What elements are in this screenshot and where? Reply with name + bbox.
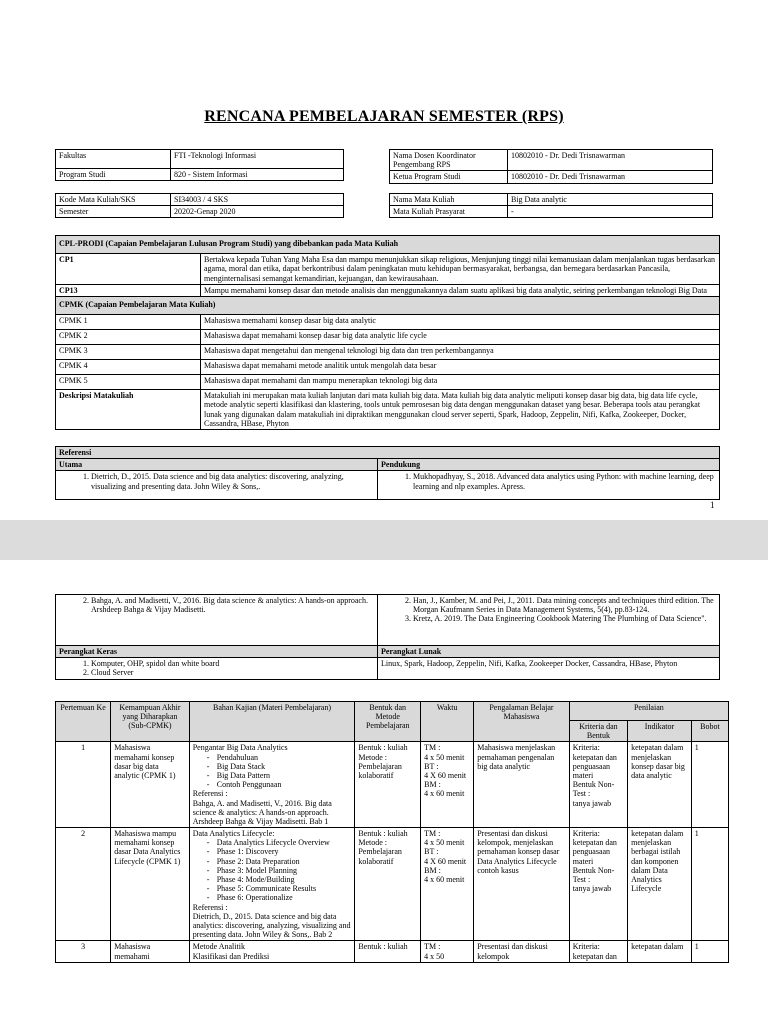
cpmk-text: Mahasiswa memahami konsep dasar big data analytic [201,315,720,330]
col-pengalaman: Pengalaman Belajar Mahasiswa [474,702,570,742]
materi-title: Data Analytics Lifecycle: [192,829,275,839]
sub-cpmk-cell: Mahasiswa memahami konsep dasar big data analytic (CPMK 1) [111,742,190,828]
method-cell: Bentuk : kuliah Metode : Pembelajaran kolaboratif [355,828,421,941]
schedule-row [56,941,729,962]
materi-item: - Phase 4: Mode/Building [217,875,352,884]
col-waktu: Waktu [421,702,474,742]
sub-cpmk-cell: Mahasiswa memahami [111,941,190,962]
cpmk-text: Mahasiswa dapat memahami dan mampu menerapkan teknologi big data [201,375,720,390]
course-value: - [508,206,713,218]
col-penilaian: Penilaian [569,702,728,721]
course-table-right [389,193,713,218]
info-label: Program Studi [56,169,171,181]
deskripsi-label: Deskripsi Matakuliah [56,390,201,430]
indicator-cell: ketepatan dalam menjelaskan konsep dasar big data analytic [628,742,692,828]
experience-cell: Mahasiswa menjelaskan pemahaman pengenalan big data analytic [474,742,570,828]
weight-cell: 1 [691,941,728,962]
materi-title: Pengantar Big Data Analytics [192,743,288,753]
document-page-2 [0,560,768,1024]
col-bahan: Bahan Kajian (Materi Pembelajaran) [189,702,355,742]
cpl-code: CP13 [56,284,201,296]
materi-cell [189,828,355,941]
materi-item: - Phase 3: Model Planning [217,866,352,875]
experience-cell: Presentasi dan diskusi kelompok, menjelaskan pemahaman konsep dasar Data Analytics Lifecycle contoh kasus [474,828,570,941]
materi-title: Metode Analitik [192,942,245,952]
referensi-table [55,446,720,500]
indicator-cell: ketepatan dalam [628,941,692,962]
info-table-right [389,149,713,184]
meeting-number: 1 [56,742,111,828]
weight-cell: 1 [691,742,728,828]
reference-item: 2. Bahga, A. and Madisetti, V., 2016. Big data science & analytics: A hands-on approach. Arshdeep Bahga & Vijay Madisetti. [91,596,374,614]
time-cell: TM : 4 x 50 menit BT : 4 X 60 menit BM : 4 x 60 menit [421,742,474,828]
course-label: Semester [56,206,171,218]
pendukung-label: Pendukung [378,459,720,471]
cpmk-code: CPMK 2 [56,330,201,345]
info-table-left [55,149,344,181]
info-value: 820 - Sistem Informasi [171,169,344,181]
course-value: 20202-Genap 2020 [171,206,344,218]
materi-item: - Phase 2: Data Preparation [217,857,352,866]
experience-cell: Presentasi dan diskusi kelompok [474,941,570,962]
referensi-label: Referensi [56,447,720,459]
cpmk-text: Mahasiswa dapat mengetahui dan mengenal teknologi big data dan tren perkembangannya [201,345,720,360]
schedule-row [56,828,729,941]
reference-item: 1. Dietrich, D., 2015. Data science and big data analytics: discovering, analyzing, visualizing and presenting data. John Wiley & Sons,. [91,472,374,490]
cpmk-code: CPMK 5 [56,375,201,390]
course-value: Big Data analytic [508,194,713,206]
hardware-item: 1. Komputer, OHP, spidol dan white board [91,659,374,668]
software-list: Linux, Spark, Hadoop, Zeppelin, Nifi, Kafka, Zookeeper Docker, Cassandra, HBase, Phyton [378,658,720,679]
materi-item: - Phase 5: Communicate Results [217,884,352,893]
materi-reference: Referensi : Bahga, A. and Madisetti, V., 2016. Big data science & analytics: A hands-on approach. Arshdeep Bahga & Vijay Madisetti. Bab 1 [192,789,332,826]
col-kriteria: Kriteria dan Bentuk [569,721,627,742]
method-cell: Bentuk : kuliah [355,941,421,962]
criteria-cell: Kriteria: ketepatan dan penguasaan materi Bentuk Non-Test : tanya jawab [569,828,627,941]
materi-item: - Big Data Pattern [217,771,352,780]
col-pertemuan: Pertemuan Ke [56,702,111,742]
cpl-text: Mampu memahami konsep dasar dan metode analisis dan menggunakannya dalam suatu aplikasi big data analytic, seiring perkembangan teknologi Big Data [201,284,720,296]
reference-item: 2. Han, J., Kamber, M. and Pei, J., 2011. Data mining concepts and techniques third edition. The Morgan Kaufmann Series in Data Management Systems, 5(4), pp.83-124. [413,596,716,614]
time-cell: TM : 4 x 50 menit BT : 4 X 60 menit BM : 4 x 60 menit [421,828,474,941]
sub-cpmk-cell: Mahasiswa mampu memahami konsep dasar Data Analytics Lifecycle (CPMK 1) [111,828,190,941]
reference-item: 1. Mukhopadhyay, S., 2018. Advanced data analytics using Python: with machine learning, deep learning and nlp examples. Apress. [413,472,716,490]
materi-reference: Klasifikasi dan Prediksi [192,951,270,961]
info-value: 10802010 - Dr. Dedi Trisnawarman [508,150,713,171]
cpmk-text: Mahasiswa dapat memahami metode analitik untuk mengolah data besar [201,360,720,375]
course-label: Nama Mata Kuliah [390,194,508,206]
cpl-code: CP1 [56,254,201,285]
materi-item: - Big Data Stack [217,762,352,771]
indicator-cell: ketepatan dalam menjelaskan berbagai istilah dan komponen dalam Data Analytics Lifecycle [628,828,692,941]
col-indikator: Indikator [628,721,692,742]
cpmk-header: CPMK (Capaian Pembelajaran Mata Kuliah) [56,296,720,314]
course-value: SI34003 / 4 SKS [171,194,344,206]
perangkat-lunak-label: Perangkat Lunak [378,646,720,658]
info-label: Nama Dosen Koordinator Pengembang RPS [390,150,508,171]
utama-label: Utama [56,459,378,471]
col-bentuk: Bentuk dan Metode Pembelajaran [355,702,421,742]
materi-reference: Referensi : Dietrich, D., 2015. Data science and big data analytics: discovering, analyzing, visualizing and presenting data. John Wiley & Sons,. Bab 2 [192,902,351,940]
course-label: Kode Mata Kuliah/SKS [56,194,171,206]
cpmk-code: CPMK 4 [56,360,201,375]
cpl-table [55,235,720,430]
deskripsi-text: Matakuliah ini merupakan mata kuliah lanjutan dari mata kuliah big data. Mata kuliah big data analytic meliputi konsep dasar big data, big data life cycle, metode analytic seperti klasifikasi dan klastering, tools untuk pemrosesan big data dengan menggunakan dataset yang besar. Beberapa tools atau perangkat lunak yang digunakan dalam matakuliah ini dipraktikan menggunakan cloud server seperti, Spark, Hadoop, Zeppelin, Nifi, Kafka, Zookeeper, Docker, Cassandra, HBase, Phyton [201,390,720,430]
cpmk-code: CPMK 1 [56,315,201,330]
method-cell: Bentuk : kuliah Metode : Pembelajaran kolaboratif [355,742,421,828]
info-value: FTI -Teknologi Informasi [171,150,344,169]
materi-item: - Contoh Penggunaan [217,780,352,789]
info-value: 10802010 - Dr. Dedi Trisnawarman [508,171,713,183]
hardware-item: 2. Cloud Server [91,668,374,677]
criteria-cell: Kriteria: ketepatan dan [569,941,627,962]
materi-cell [189,941,355,962]
weight-cell: 1 [691,828,728,941]
perangkat-keras-label: Perangkat Keras [56,646,378,658]
materi-item: - Phase 1: Discovery [217,847,352,856]
materi-item: - Phase 6: Operationalize [217,893,352,902]
course-label: Mata Kuliah Prasyarat [390,206,508,218]
referensi-continued-table [55,594,720,680]
schedule-table [55,701,729,963]
cpmk-code: CPMK 3 [56,345,201,360]
info-label: Ketua Program Studi [390,171,508,183]
page-number: 1 [710,500,715,510]
reference-item: 3. Kretz, A. 2019. The Data Engineering Cookbook Matering The Plumbing of Data Science". [413,614,716,623]
cpmk-text: Mahasiswa dapat memahami konsep dasar big data analytic life cycle [201,330,720,345]
cpl-header: CPL-PRODI (Capaian Pembelajaran Lulusan Program Studi) yang dibebankan pada Mata Kuliah [56,236,720,254]
info-label: Fakultas [56,150,171,169]
materi-item: - Data Analytics Lifecycle Overview [217,838,352,847]
materi-item: - Pendahuluan [217,753,352,762]
schedule-row [56,742,729,828]
meeting-number: 3 [56,941,111,962]
criteria-cell: Kriteria: ketepatan dan penguasaan materi Bentuk Non-Test : tanya jawab [569,742,627,828]
time-cell: TM : 4 x 50 [421,941,474,962]
course-table-left [55,193,344,218]
meeting-number: 2 [56,828,111,941]
materi-cell [189,742,355,828]
document-title: RENCANA PEMBELAJARAN SEMESTER (RPS) [204,108,564,125]
cpl-text: Bertakwa kepada Tuhan Yang Maha Esa dan mampu menunjukkan sikap religious, Menjunjung tinggi nilai kemanusiaan dalam menjalankan tugas berdasarkan agama, moral dan etika, dapat berkontribusi dalam peningkatan mutu kehidupan bermasyarakat, berbangsa, dan bernegara berdasarkan Pancasila, menginternalisasi semangat kemandirian, kejuangan, dan kewirausahaan. [201,254,720,285]
col-bobot: Bobot [691,721,728,742]
col-kemampuan: Kemampuan Akhir yang Diharapkan (Sub-CPMK) [111,702,190,742]
